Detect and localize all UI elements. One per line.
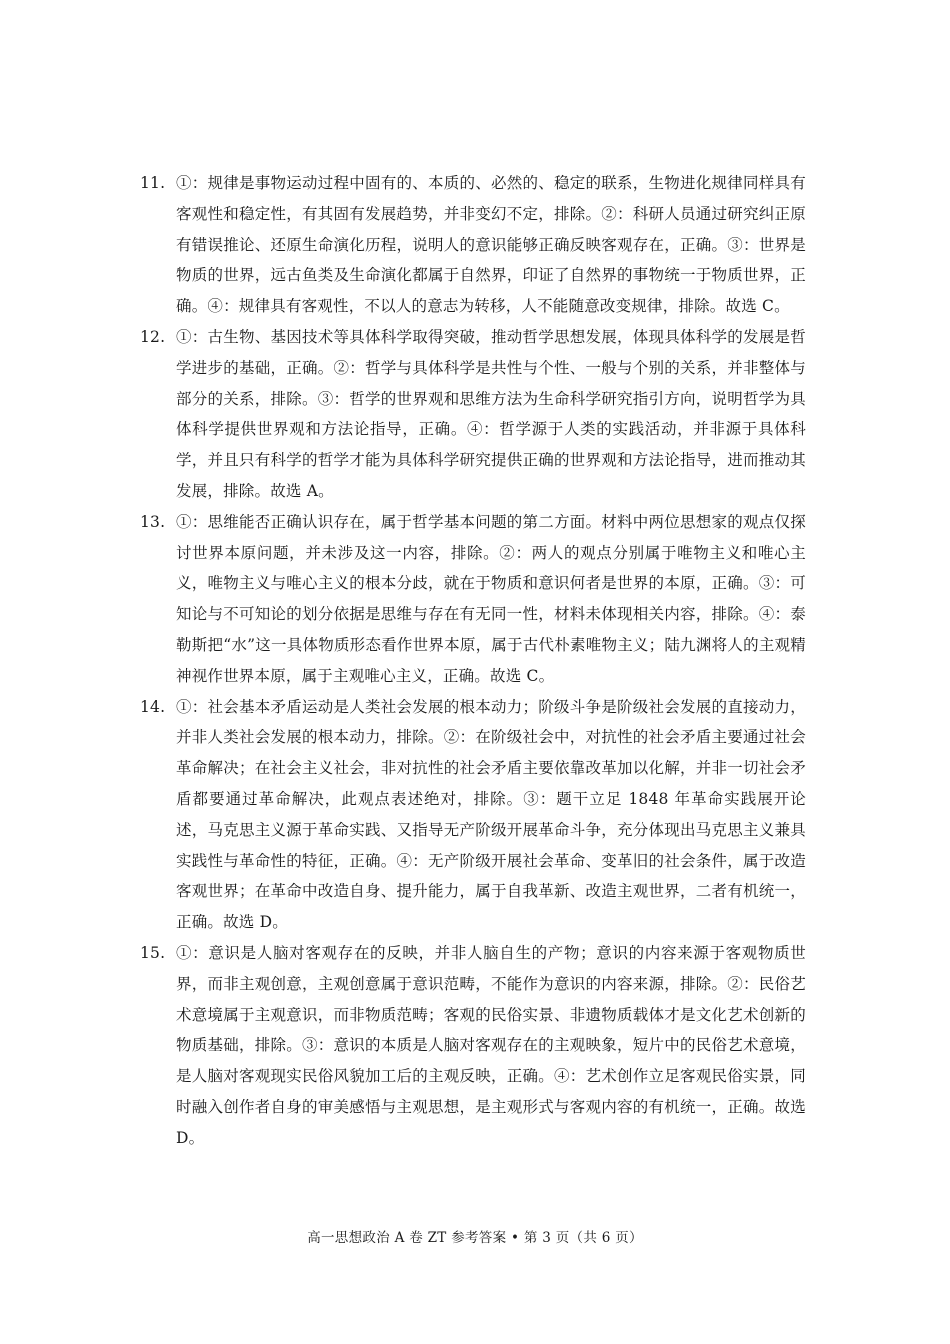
page-footer: 高一思想政治 A 卷 ZT 参考答案 • 第 3 页（共 6 页）: [307, 1230, 643, 1246]
question-number: 14.: [140, 697, 166, 716]
answer-text: ①：意识是人脑对客观存在的反映，并非人脑自生的产物；意识的内容来源于客观物质世界，而非主观创意，主观创意属于意识范畴，不能作为意识的内容来源，排除。②：民俗艺术意境属于主观意识，而非物质范畴；客观的民俗实景、非遗物质载体才是文化艺术创新的物质基础，排除。③：意识的本质是人脑对客观存在的主观映象，短片中的民俗艺术意境，是人脑对客观现实民俗风貌加工后的主观反映，正确。④：艺术创作立足客观民俗实景，同时融入创作者自身的审美感悟与主观思想，是主观形式与客观内容的有机统一，正确。故选 D。: [176, 943, 806, 1147]
question-number: 11.: [140, 174, 166, 192]
question-number: 15.: [140, 943, 166, 962]
answer-list: [0, 168, 950, 1154]
answer-text: ①：思维能否正确认识存在，属于哲学基本问题的第二方面。材料中两位思想家的观点仅探讨世界本原问题，并未涉及这一内容，排除。②：两人的观点分别属于唯物主义和唯心主义，唯物主义与唯心主义的根本分歧，就在于物质和意识何者是世界的本原，正确。③：可知论与不可知论的划分依据是思维与存在有无同一性，材料未体现相关内容，排除。④：泰勒斯把“水”这一具体物质形态看作世界本原，属于古代朴素唯物主义；陆九渊将人的主观精神视作世界本原，属于主观唯心主义，正确。故选 C。: [176, 512, 806, 685]
question-number: 13.: [140, 512, 166, 531]
question-number: 12.: [140, 327, 166, 346]
answer-item-11: [140, 168, 806, 322]
answer-item-13: [140, 507, 806, 692]
answer-text: ①：古生物、基因技术等具体科学取得突破，推动哲学思想发展，体现具体科学的发展是哲学进步的基础，正确。②：哲学与具体科学是共性与个性、一般与个别的关系，并非整体与部分的关系，排除。③：哲学的世界观和思维方法为生命科学研究指引方向，说明哲学为具体科学提供世界观和方法论指导，正确。④：哲学源于人类的实践活动，并非源于具体科学，并且只有科学的哲学才能为具体科学研究提供正确的世界观和方法论指导，进而推动其发展，排除。故选 A。: [176, 327, 806, 500]
answer-item-15: [140, 938, 806, 1154]
answer-item-14: [140, 692, 806, 938]
answer-item-12: [140, 322, 806, 507]
answer-text: ①：社会基本矛盾运动是人类社会发展的根本动力；阶级斗争是阶级社会发展的直接动力，并非人类社会发展的根本动力，排除。②：在阶级社会中，对抗性的社会矛盾主要通过社会革命解决；在社会主义社会，非对抗性的社会矛盾主要依靠改革加以化解，并非一切社会矛盾都要通过革命解决，此观点表述绝对，排除。③：题干立足 1848 年革命实践展开论述，马克思主义源于革命实践、又指导无产阶级开展革命斗争，充分体现出马克思主义兼具实践性与革命性的特征，正确。④：无产阶级开展社会革命、变革旧的社会条件，属于改造客观世界；在革命中改造自身、提升能力，属于自我革新、改造主观世界，二者有机统一，正确。故选 D。: [176, 697, 806, 932]
answer-text: ①：规律是事物运动过程中固有的、本质的、必然的、稳定的联系，生物进化规律同样具有客观性和稳定性，有其固有发展趋势，并非变幻不定，排除。②：科研人员通过研究纠正原有错误推论、还原生命演化历程，说明人的意识能够正确反映客观存在，正确。③：世界是物质的世界，远古鱼类及生命演化都属于自然界，印证了自然界的事物统一于物质世界，正确。④：规律具有客观性，不以人的意志为转移，人不能随意改变规律，排除。故选 C。: [176, 174, 806, 316]
